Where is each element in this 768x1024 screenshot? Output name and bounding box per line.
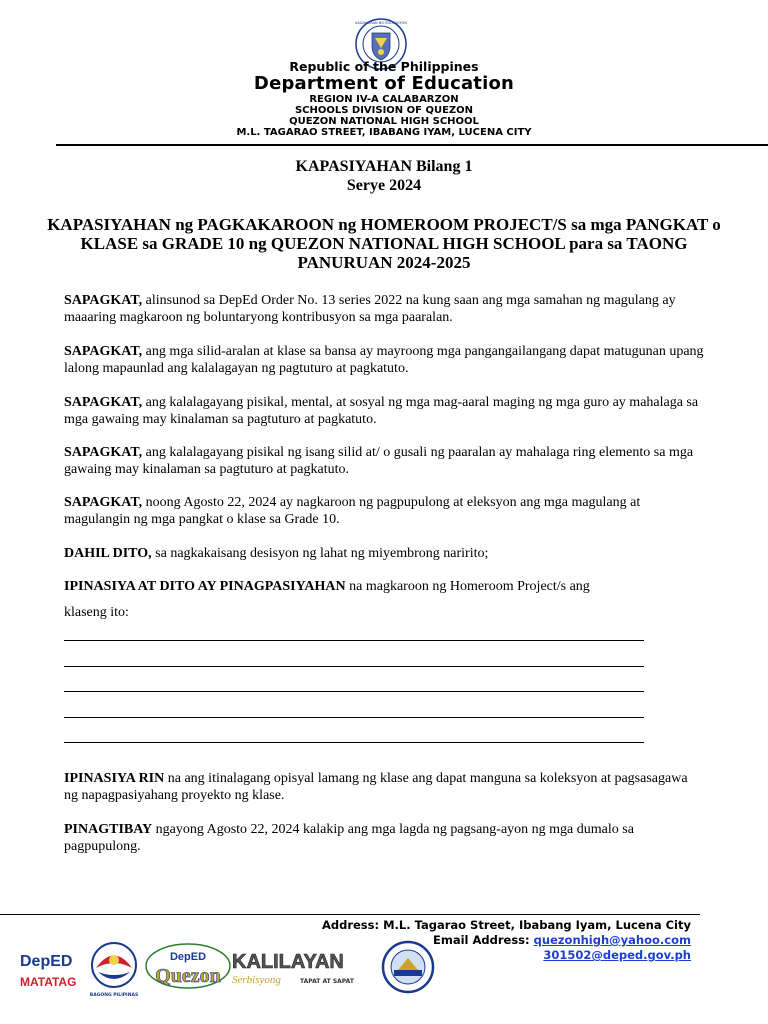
fill-in-line[interactable] [64, 640, 644, 641]
paragraph-whereas-5 [64, 494, 704, 528]
paragraph-resolved [64, 578, 704, 595]
footer-logos [18, 938, 438, 1000]
deped-matatag-logo [20, 953, 76, 989]
header-republic: Republic of the Philippines [289, 59, 479, 74]
paragraph-text: alinsunod sa DepEd Order No. 13 series 2022 na kung saan ang mga samahan ng magulang ay maaaring magkaroon ng boluntaryong kontribusyon sa mga paaralan. [64, 293, 676, 325]
paragraph-text: ngayong Agosto 22, 2024 kalakip ang mga lagda ng pagsang-ayon ng mga dumalo sa pagpupulong. [64, 822, 634, 854]
footer-divider [0, 914, 700, 915]
logo-quezon-text: Quezon [155, 965, 221, 987]
fill-in-line[interactable] [64, 666, 644, 667]
logo-deped-quezon-top: DepED [169, 951, 207, 963]
paragraph-text: na magkaroon ng Homeroom Project/s ang [345, 579, 590, 594]
paragraph-text: sa nagkakaisang desisyon ng lahat ng miyembrong naririto; [151, 546, 489, 561]
email-link-2[interactable]: 301502@deped.gov.ph [543, 948, 691, 962]
fill-in-line[interactable] [64, 691, 644, 692]
paragraph-whereas-3 [64, 394, 704, 428]
header-street: M.L. TAGARAO STREET, IBABANG IYAM, LUCENA CITY [236, 127, 532, 138]
paragraph-resolved-continued: klaseng ito: [64, 605, 129, 620]
paragraph-text: noong Agosto 22, 2024 ay nagkaroon ng pagpupulong at eleksyon ang mga magulang at magulangin ng mga pangkat o klase sa Grade 10. [64, 495, 641, 527]
bagong-pilipinas-logo [90, 943, 138, 998]
header-region: REGION IV-A CALABARZON [309, 94, 459, 105]
logo-matatag-text: MATATAG [20, 975, 77, 989]
logo-kalilayan-sub: Serbisyong [232, 974, 281, 986]
resolution-title: KAPASIYAHAN ng PAGKAKAROON ng HOMEROOM PROJECT/S sa mga PANGKAT o KLASE sa GRADE 10 ng QUEZON NATIONAL HIGH SCHOOL para sa TAONG PANURUAN 2024-2025 [47, 215, 721, 272]
resolution-series: Serye 2024 [346, 177, 422, 194]
paragraph-whereas-4 [64, 444, 704, 478]
school-seal-logo [383, 942, 433, 992]
header-school: QUEZON NATIONAL HIGH SCHOOL [289, 116, 479, 127]
paragraph-lead: SAPAGKAT, [64, 395, 143, 410]
email-link-1[interactable]: quezonhigh@yahoo.com [533, 933, 691, 947]
paragraph-lead: SAPAGKAT, [64, 495, 143, 510]
paragraph-approved [64, 821, 704, 855]
paragraph-whereas-2 [64, 343, 704, 377]
kalilayan-logo [232, 951, 355, 986]
logo-deped-text: DepED [20, 953, 73, 970]
header-division: SCHOOLS DIVISION OF QUEZON [294, 105, 474, 116]
header-department: Department of Education [253, 73, 515, 94]
paragraph-resolved-further [64, 770, 704, 804]
paragraph-text: na ang itinalagang opisyal lamang ng klase ang dapat manguna sa koleksyon at pagsasagawa ng napagpasiyahang proyekto ng klase. [64, 771, 688, 803]
resolution-number: KAPASIYAHAN Bilang 1 [295, 158, 473, 175]
paragraph-text: ang kalalagayang pisikal ng isang silid at/ o gusali ng paaralan ay mahalaga ring elemento sa mga gawaing may kinalaman sa pagtuturo at pagkatuto. [64, 445, 694, 477]
logo-kalilayan-text: KALILAYAN [232, 951, 344, 973]
seal-text: KAGAWARAN NG EDUKASYON [355, 21, 407, 25]
email-label: Email Address: [433, 933, 534, 947]
paragraph-text: ang kalalagayang pisikal, mental, at sosyal ng mga mag-aaral maging ng mga guro ay mahalaga sa mga gawaing may kinalaman sa pagtuturo at pagkatuto. [64, 395, 699, 427]
paragraph-lead: SAPAGKAT, [64, 445, 143, 460]
logo-bagong-text: BAGONG PILIPINAS [89, 993, 139, 998]
fill-in-line[interactable] [64, 717, 644, 718]
footer-email-line [433, 933, 691, 948]
paragraph-lead: SAPAGKAT, [64, 344, 143, 359]
paragraph-lead: DAHIL DITO, [64, 546, 152, 561]
paragraph-whereas-1 [64, 292, 704, 326]
header-divider [56, 144, 768, 146]
paragraph-therefore [64, 545, 704, 562]
logo-kalilayan-sub2: TAPAT AT SAPAT [300, 978, 354, 985]
paragraph-lead: SAPAGKAT, [64, 293, 143, 308]
footer-email-line-2 [543, 948, 691, 963]
deped-quezon-logo [146, 944, 230, 988]
paragraph-lead: PINAGTIBAY [64, 822, 153, 837]
paragraph-lead: IPINASIYA RIN [64, 771, 165, 786]
paragraph-lead: IPINASIYA AT DITO AY PINAGPASIYAHAN [64, 579, 346, 594]
fill-in-line[interactable] [64, 742, 644, 743]
footer-address: Address: M.L. Tagarao Street, Ibabang Iyam, Lucena City [321, 918, 691, 932]
paragraph-text: ang mga silid-aralan at klase sa bansa ay mayroong mga pangangailangang dapat matugunan upang lalong mapaunlad ang kalalagayan ng pagtuturo at pagkatuto. [64, 344, 704, 376]
